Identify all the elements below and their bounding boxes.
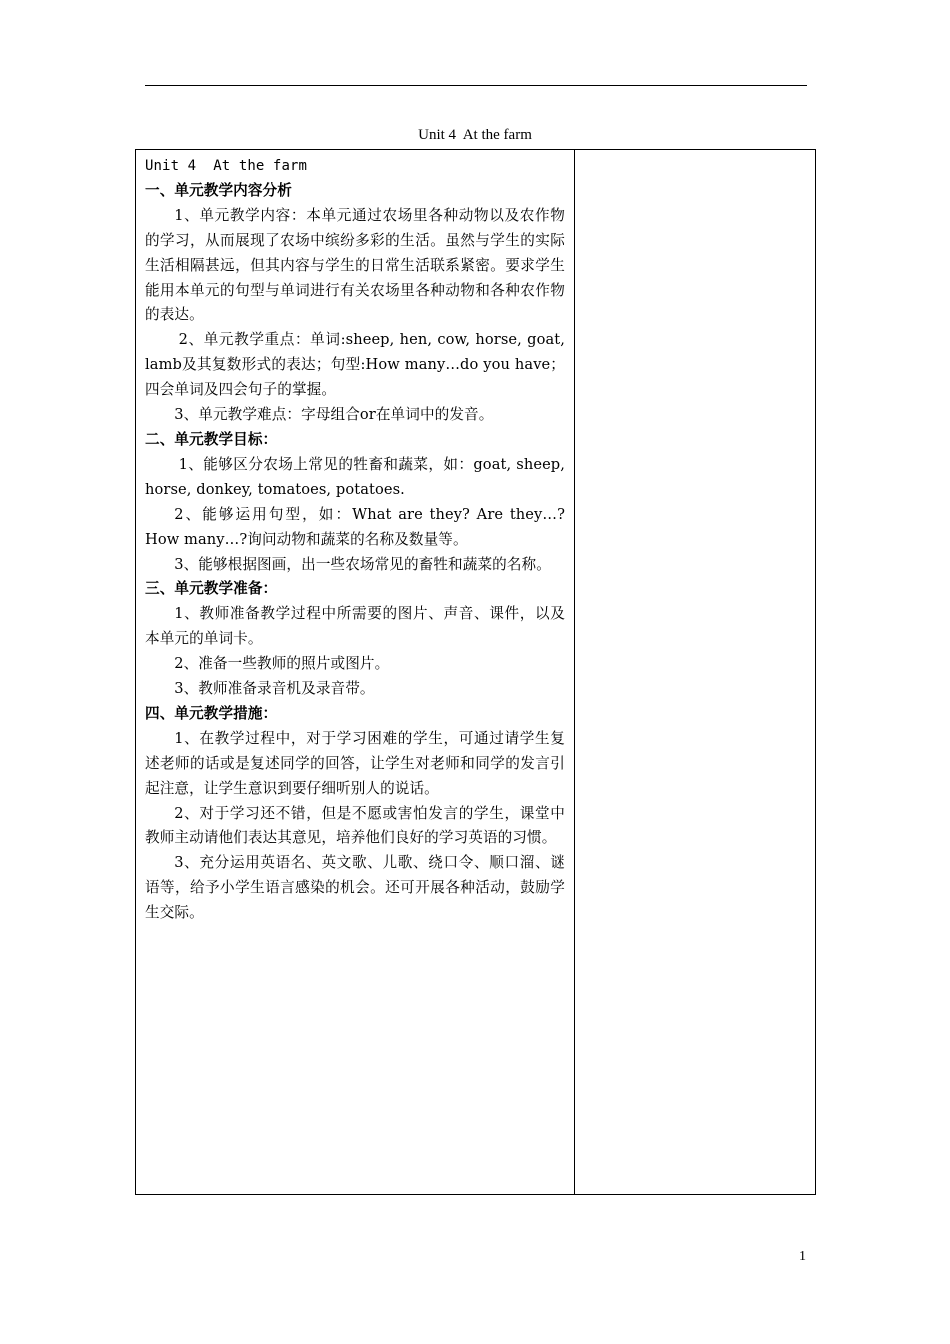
paragraph: 2、单元教学重点：单词:sheep, hen, cow, horse, goat, lamb及其复数形式的表达；句型:How many…do you have；四会单词及四会句子的掌握。 — [145, 331, 565, 399]
section-heading: 一、单元教学内容分析 — [145, 181, 292, 199]
paragraph: 2、能够运用句型，如：What are they? Are they…? How many…?询问动物和蔬菜的名称及数量等。 — [145, 505, 565, 548]
paragraph: 1、教师准备教学过程中所需要的图片、声音、课件，以及本单元的单词卡。 — [145, 605, 565, 648]
content-cell — [145, 154, 565, 926]
section-heading: 三、单元教学准备： — [145, 580, 278, 598]
paragraph: 2、准备一些教师的照片或图片。 — [174, 655, 390, 673]
paragraph: 3、单元教学难点：字母组合or在单词中的发音。 — [174, 406, 494, 424]
header-rule — [145, 85, 807, 86]
section-heading: 四、单元教学措施： — [145, 704, 278, 722]
paragraph: 1、在教学过程中，对于学习困难的学生，可通过请学生复述老师的话或是复述同学的回答，让学生对老师和同学的发言引起注意，让学生意识到要仔细听别人的说话。 — [145, 729, 565, 797]
section-heading: 二、单元教学目标： — [145, 430, 278, 448]
paragraph: 1、能够区分农场上常见的牲畜和蔬菜，如：goat, sheep, horse, donkey, tomatoes, potatoes. — [145, 455, 565, 498]
paragraph: 3、教师准备录音机及录音带。 — [174, 680, 375, 698]
lesson-plan-table — [135, 149, 816, 1195]
paragraph: 2、对于学习还不错，但是不愿或害怕发言的学生，课堂中教师主动请他们表达其意见，培养他们良好的学习英语的习惯。 — [145, 804, 565, 847]
paragraph: 3、能够根据图画，出一些农场常见的畜牲和蔬菜的名称。 — [174, 555, 551, 573]
paragraph: 3、充分运用英语名、英文歌、儿歌、绕口令、顺口溜、谜语等，给予小学生语言感染的机会。还可开展各种活动，鼓励学生交际。 — [145, 854, 565, 922]
document-title: Unit 4 At the farm — [418, 127, 532, 143]
unit-heading: Unit 4 At the farm — [145, 158, 308, 174]
paragraph: 1、单元教学内容：本单元通过农场里各种动物以及农作物的学习，从而展现了农场中缤纷多彩的生活。虽然与学生的实际生活相隔甚远，但其内容与学生的日常生活联系紧密。要求学生能用本单元的句型与单词进行有关农场里各种动物和各种农作物的表达。 — [145, 206, 565, 324]
notes-cell — [575, 150, 815, 1194]
page-number: 1 — [799, 1249, 806, 1264]
